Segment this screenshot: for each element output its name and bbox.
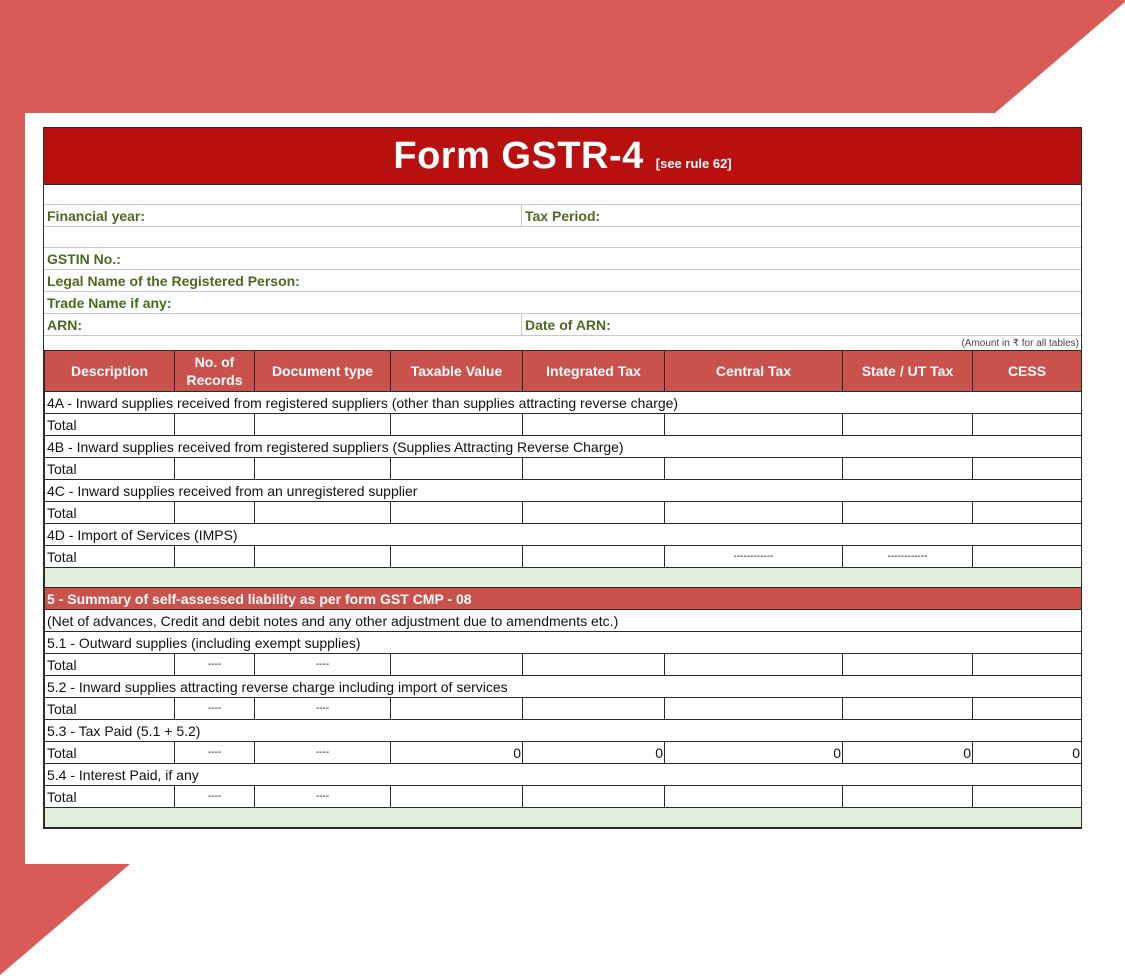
cell[interactable] (843, 414, 973, 436)
section-row (45, 480, 1082, 502)
section-51-label: 5.1 - Outward supplies (including exempt supplies) (45, 632, 1082, 654)
section-52-label: 5.2 - Inward supplies attracting reverse charge including import of services (45, 676, 1082, 698)
section-5-note: (Net of advances, Credit and debit notes and any other adjustment due to amendments etc.) (45, 610, 1082, 632)
table-header-row (45, 351, 1082, 392)
total-row (45, 742, 1082, 764)
header-integrated-tax: Integrated Tax (523, 351, 665, 392)
cell[interactable] (255, 458, 391, 480)
central-tax-total[interactable]: 0 (665, 742, 843, 764)
cell[interactable] (665, 502, 843, 524)
total-row (45, 458, 1082, 480)
form-title-bar (44, 128, 1081, 185)
section-note-row (45, 610, 1082, 632)
cell[interactable] (523, 786, 665, 808)
financial-year-label: Financial year: (44, 205, 522, 226)
blank-row (44, 185, 1081, 205)
blank-row (44, 227, 1081, 248)
cell[interactable] (843, 502, 973, 524)
total-label: Total (45, 742, 175, 764)
cell[interactable] (523, 546, 665, 568)
document-type-na: ---- (255, 654, 391, 676)
records-na: ---- (175, 742, 255, 764)
total-label: Total (45, 786, 175, 808)
cell[interactable] (523, 502, 665, 524)
records-na: ---- (175, 786, 255, 808)
cell[interactable] (391, 698, 523, 720)
cell[interactable] (523, 698, 665, 720)
document-type-na: ---- (255, 698, 391, 720)
section-4c-label: 4C - Inward supplies received from an unregistered supplier (45, 480, 1082, 502)
section-4a-label: 4A - Inward supplies received from registered suppliers (other than supplies attracting reverse charge) (45, 392, 1082, 414)
document-type-na: ---- (255, 786, 391, 808)
cell[interactable] (523, 414, 665, 436)
total-row (45, 698, 1082, 720)
section-row (45, 764, 1082, 786)
cell[interactable] (665, 458, 843, 480)
total-label: Total (45, 654, 175, 676)
header-cess: CESS (973, 351, 1082, 392)
form-rule: [see rule 62] (655, 155, 732, 171)
amount-note: (Amount in ₹ for all tables) (961, 337, 1079, 349)
cell[interactable] (973, 654, 1082, 676)
total-row (45, 502, 1082, 524)
section-4d-label: 4D - Import of Services (IMPS) (45, 524, 1082, 546)
cell[interactable] (973, 786, 1082, 808)
cell[interactable] (255, 502, 391, 524)
trade-name-label: Trade Name if any: (47, 294, 172, 311)
total-row (45, 786, 1082, 808)
legal-name-label: Legal Name of the Registered Person: (47, 272, 300, 289)
total-label: Total (45, 546, 175, 568)
separator-band (45, 808, 1082, 828)
records-na: ---- (175, 654, 255, 676)
total-row (45, 654, 1082, 676)
integrated-tax-total[interactable]: 0 (523, 742, 665, 764)
cell[interactable] (843, 654, 973, 676)
cell[interactable] (665, 698, 843, 720)
cell[interactable] (391, 546, 523, 568)
cell[interactable] (175, 458, 255, 480)
header-description: Description (45, 351, 175, 392)
section-row (45, 632, 1082, 654)
records-na: ---- (175, 698, 255, 720)
total-row (45, 414, 1082, 436)
legal-name-row (44, 270, 1081, 292)
cell[interactable] (665, 786, 843, 808)
gstin-label: GSTIN No.: (47, 250, 121, 267)
arn-label: ARN: (44, 314, 522, 335)
cell[interactable] (973, 502, 1082, 524)
cell[interactable] (391, 458, 523, 480)
cell[interactable] (391, 786, 523, 808)
central-tax-na: ------------ (665, 546, 843, 568)
cell[interactable] (391, 654, 523, 676)
header-document-type: Document type (255, 351, 391, 392)
cell[interactable] (255, 414, 391, 436)
section-row (45, 436, 1082, 458)
separator-band (45, 568, 1082, 588)
section-row (45, 676, 1082, 698)
cell[interactable] (391, 502, 523, 524)
section-row (45, 392, 1082, 414)
total-label: Total (45, 502, 175, 524)
cell[interactable] (523, 458, 665, 480)
cell[interactable] (843, 698, 973, 720)
gstr4-form (43, 127, 1082, 829)
cess-total[interactable]: 0 (973, 742, 1082, 764)
arn-row (44, 314, 1081, 336)
tax-period-label: Tax Period: (525, 207, 601, 224)
cell[interactable] (175, 502, 255, 524)
cell[interactable] (665, 654, 843, 676)
cell[interactable] (391, 414, 523, 436)
cell[interactable] (843, 458, 973, 480)
section-row (45, 524, 1082, 546)
arn-date-label: Date of ARN: (525, 316, 611, 333)
section-53-label: 5.3 - Tax Paid (5.1 + 5.2) (45, 720, 1082, 742)
cell[interactable] (973, 698, 1082, 720)
header-taxable-value: Taxable Value (391, 351, 523, 392)
cell[interactable] (973, 458, 1082, 480)
financial-year-row (44, 205, 1081, 227)
separator-cell (45, 808, 1082, 828)
cell[interactable] (255, 546, 391, 568)
section-row (45, 720, 1082, 742)
cell[interactable] (973, 546, 1082, 568)
form-title: Form GSTR-4 (393, 134, 644, 177)
cell[interactable] (843, 786, 973, 808)
cell[interactable] (175, 414, 255, 436)
header-records: No. of Records (175, 351, 255, 392)
gstin-row (44, 248, 1081, 270)
section-4b-label: 4B - Inward supplies received from registered suppliers (Supplies Attracting Reverse Charge) (45, 436, 1082, 458)
cell[interactable] (523, 654, 665, 676)
section-5-label: 5 - Summary of self-assessed liability as per form GST CMP - 08 (45, 588, 1082, 610)
section-54-label: 5.4 - Interest Paid, if any (45, 764, 1082, 786)
cell[interactable] (973, 414, 1082, 436)
document-type-na: ---- (255, 742, 391, 764)
header-state-ut-tax: State / UT Tax (843, 351, 973, 392)
total-label: Total (45, 414, 175, 436)
taxable-value-total[interactable]: 0 (391, 742, 523, 764)
state-tax-na: ------------ (843, 546, 973, 568)
section-5-header (45, 588, 1082, 610)
header-central-tax: Central Tax (665, 351, 843, 392)
state-tax-total[interactable]: 0 (843, 742, 973, 764)
total-row (45, 546, 1082, 568)
total-label: Total (45, 458, 175, 480)
separator-cell (45, 568, 1082, 588)
cell[interactable] (665, 414, 843, 436)
cell[interactable] (175, 546, 255, 568)
trade-name-row (44, 292, 1081, 314)
total-label: Total (45, 698, 175, 720)
gstr4-table (44, 350, 1082, 828)
